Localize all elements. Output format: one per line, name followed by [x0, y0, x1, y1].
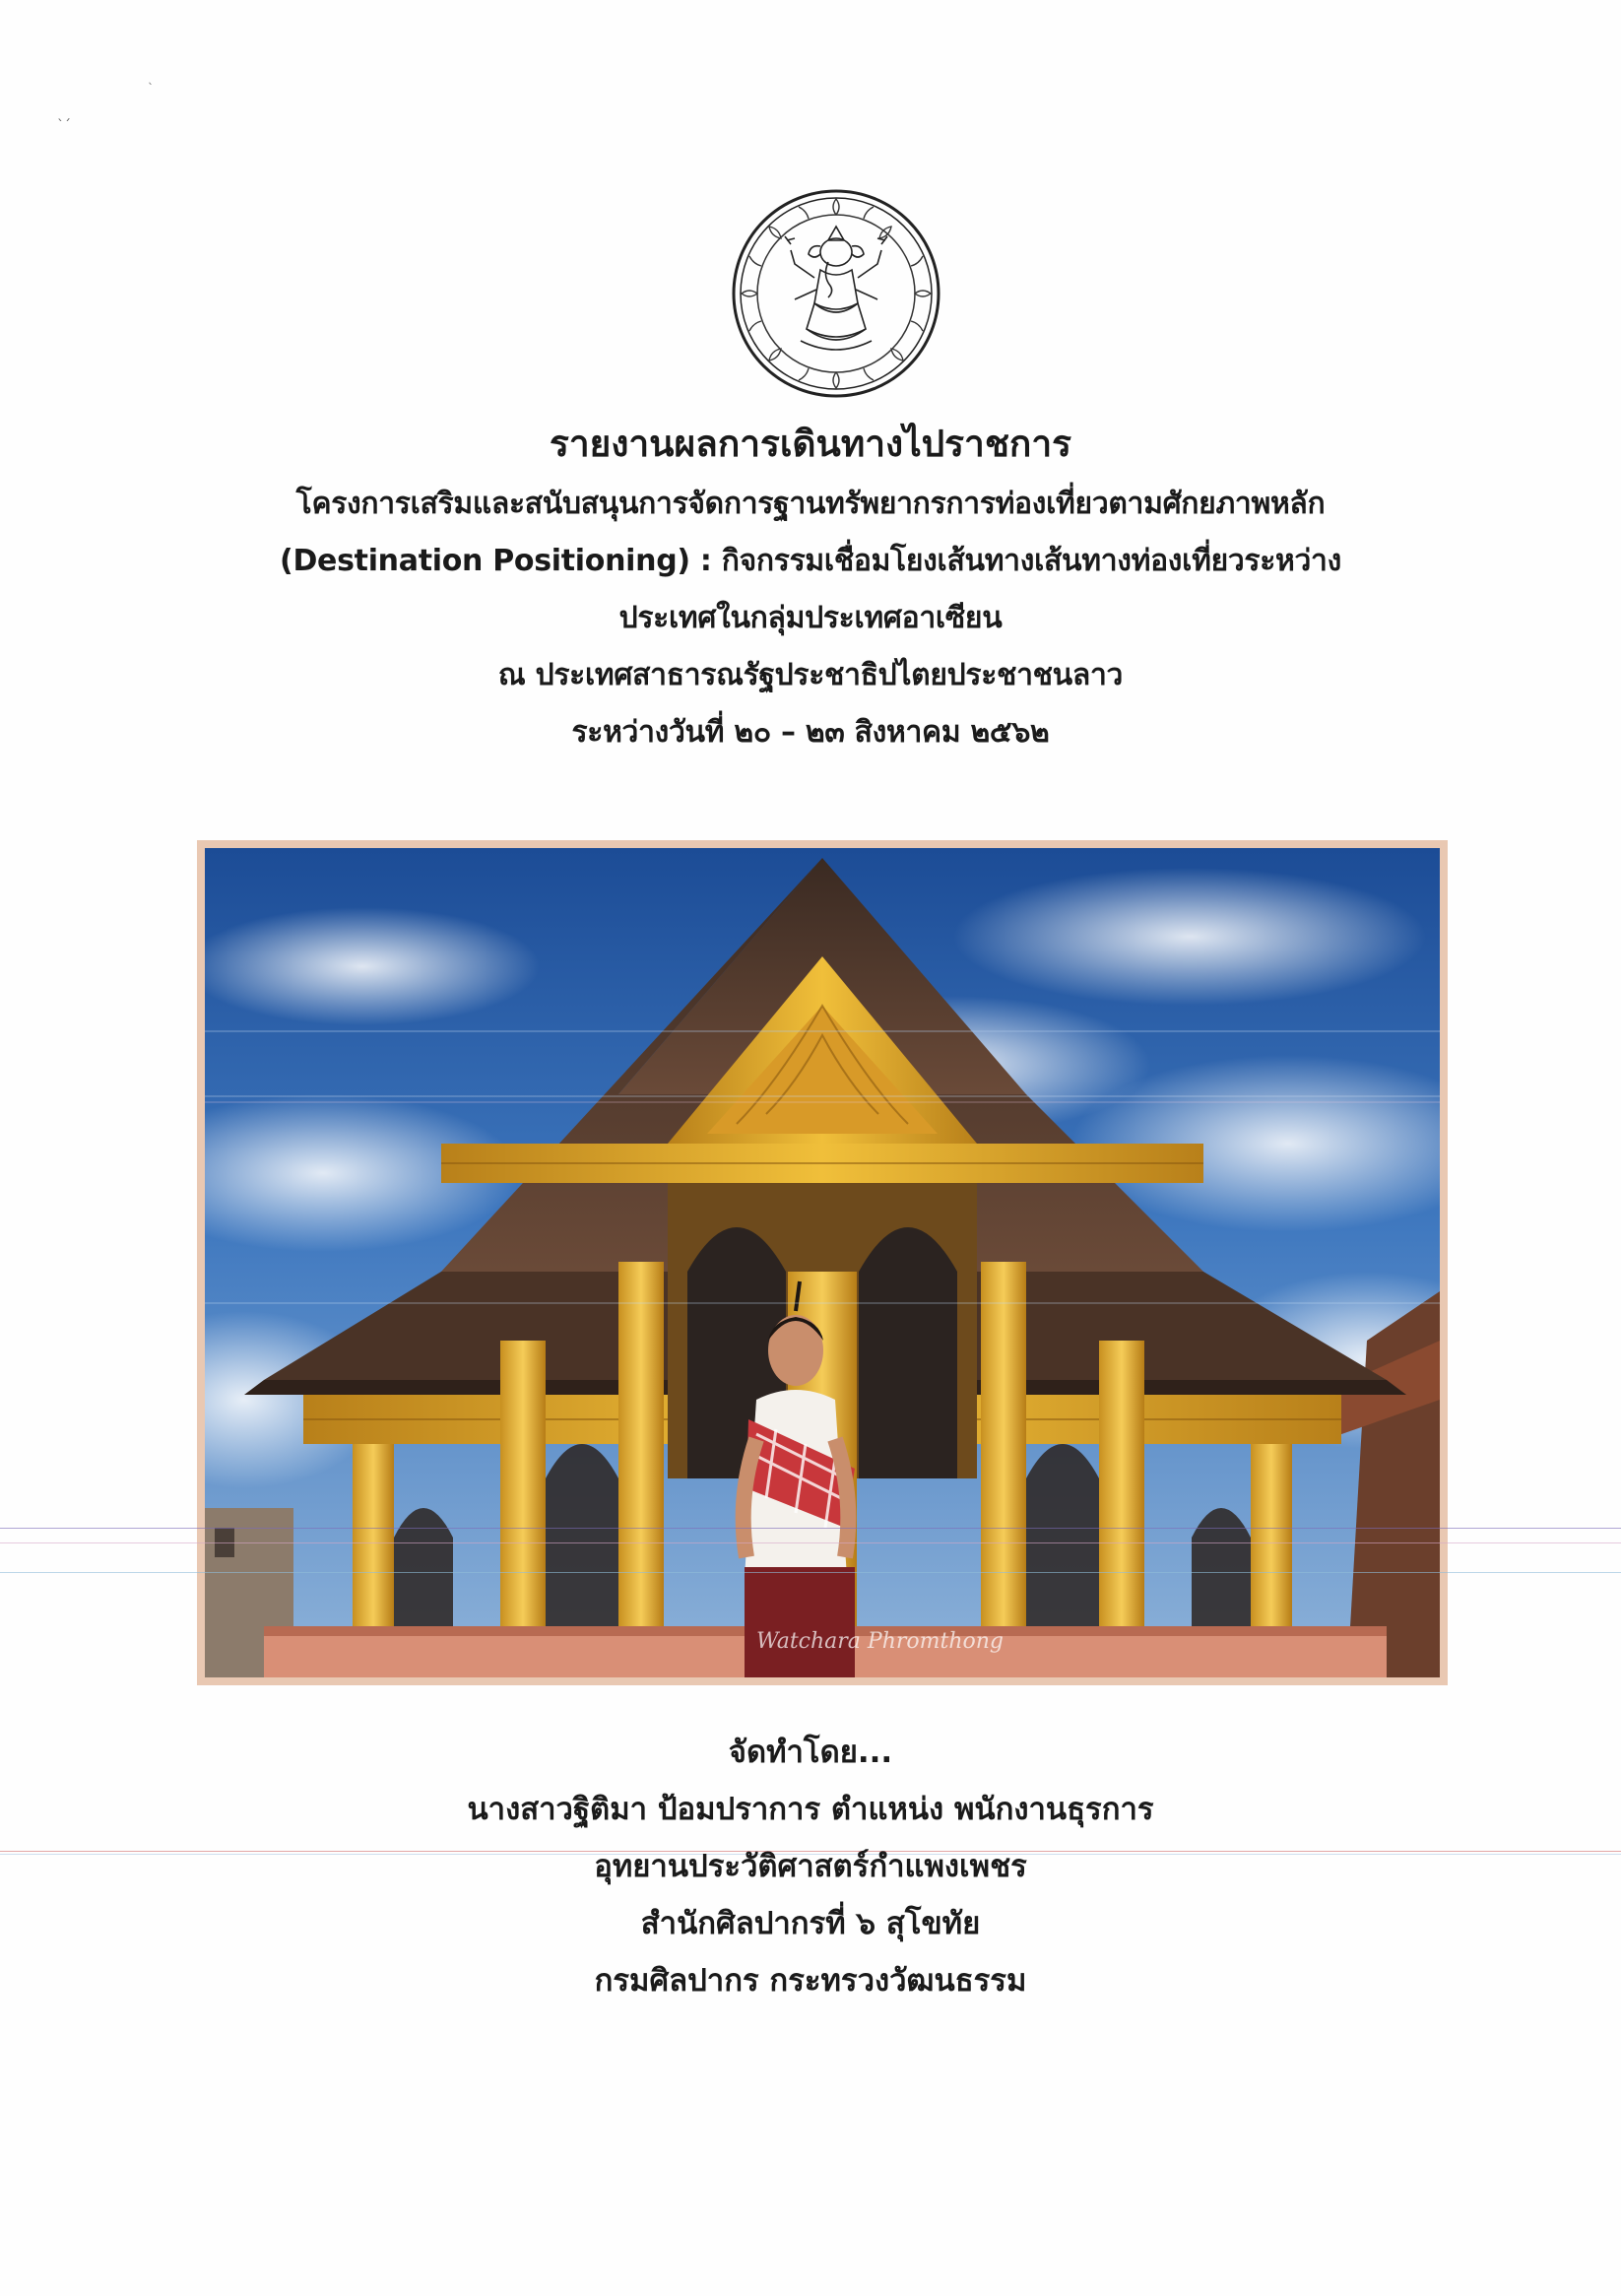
photo-watermark: Watchara Phromthong [756, 1629, 1004, 1654]
project-title-line-1: โครงการเสริมและสนับสนุนการจัดการฐานทรัพยากรการท่องเที่ยวตามศักยภาพหลัก [295, 487, 1326, 521]
scan-artifact [0, 1572, 1621, 1573]
scan-artifact [0, 1528, 1621, 1529]
prepared-by-heading: จัดทำโดย... [728, 1735, 893, 1770]
scan-artifact: ˎ [148, 71, 154, 85]
ganesha-seal-icon [730, 187, 942, 400]
prepared-by-block [118, 1724, 1503, 2009]
scan-artifact [0, 1542, 1621, 1543]
organization-line-1: อุทยานประวัติศาสตร์กำแพงเพชร [594, 1849, 1027, 1884]
project-title-line-2: (Destination Positioning) : กิจกรรมเชื่อมโยงเส้นทางเส้นทางท่องเที่ยวระหว่าง [280, 544, 1341, 578]
author-line: นางสาวฐิติมา ป้อมปราการ ตำแหน่ง พนักงานธุรการ [467, 1792, 1154, 1827]
scan-artifact: ˋˊ [57, 118, 71, 134]
organization-line-2: สำนักศิลปากรที่ ๖ สุโขทัย [640, 1906, 981, 1941]
project-title-line-3: ประเทศในกลุ่มประเทศอาเซียน [618, 601, 1003, 635]
date-range-line: ระหว่างวันที่ ๒๐ – ๒๓ สิงหาคม ๒๕๖๒ [571, 715, 1050, 750]
organization-line-3: กรมศิลปากร กระทรวงวัฒนธรรม [594, 1963, 1027, 1999]
location-line: ณ ประเทศสาธารณรัฐประชาธิปไตยประชาชนลาว [497, 658, 1124, 692]
temple-illustration [205, 848, 1440, 1677]
temple-photo [197, 840, 1448, 1685]
report-title-block [118, 419, 1503, 761]
report-main-title: รายงานผลการเดินทางไปราชการ [550, 423, 1071, 465]
